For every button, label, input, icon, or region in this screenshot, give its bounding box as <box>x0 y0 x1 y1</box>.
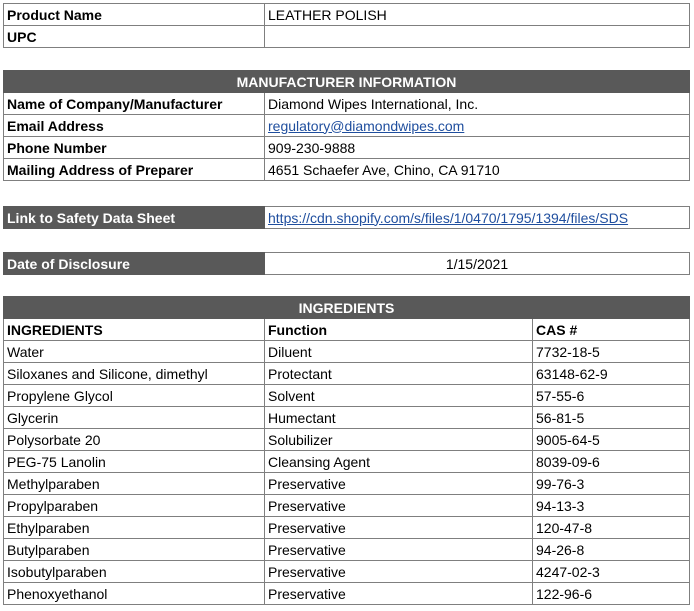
table-row <box>4 385 690 407</box>
phone-value[interactable]: 909-230-9888 <box>265 137 690 159</box>
ingredient-function[interactable]: Cleansing Agent <box>265 451 533 473</box>
address-label: Mailing Address of Preparer <box>4 159 265 181</box>
sds-label: Link to Safety Data Sheet <box>4 207 265 229</box>
ingredient-cas[interactable]: 122-96-6 <box>533 583 690 605</box>
ingredient-name[interactable]: Methylparaben <box>4 473 265 495</box>
ingredients-column-headers <box>4 319 690 341</box>
ingredient-cas[interactable]: 7732-18-5 <box>533 341 690 363</box>
ingredient-name[interactable]: Glycerin <box>4 407 265 429</box>
ingredient-name[interactable]: Butylparaben <box>4 539 265 561</box>
ingredient-function[interactable]: Preservative <box>265 517 533 539</box>
manufacturer-row <box>4 159 690 181</box>
ingredient-name[interactable]: Phenoxyethanol <box>4 583 265 605</box>
col-cas: CAS # <box>533 319 690 341</box>
product-name-row <box>4 4 690 26</box>
ingredient-name[interactable]: Isobutylparaben <box>4 561 265 583</box>
table-row <box>4 363 690 385</box>
manufacturer-row <box>4 93 690 115</box>
product-section <box>3 3 689 48</box>
table-row <box>4 451 690 473</box>
manufacturer-row <box>4 115 690 137</box>
table-row <box>4 429 690 451</box>
table-row <box>4 561 690 583</box>
col-ingredients: INGREDIENTS <box>4 319 265 341</box>
manufacturer-header: MANUFACTURER INFORMATION <box>4 71 690 93</box>
ingredient-cas[interactable]: 120-47-8 <box>533 517 690 539</box>
sds-cell <box>265 207 690 229</box>
ingredient-function[interactable]: Preservative <box>265 583 533 605</box>
ingredient-cas[interactable]: 94-13-3 <box>533 495 690 517</box>
ingredient-function[interactable]: Solvent <box>265 385 533 407</box>
ingredient-cas[interactable]: 57-55-6 <box>533 385 690 407</box>
ingredient-name[interactable]: Siloxanes and Silicone, dimethyl <box>4 363 265 385</box>
ingredient-name[interactable]: Propylparaben <box>4 495 265 517</box>
table-row <box>4 473 690 495</box>
company-label: Name of Company/Manufacturer <box>4 93 265 115</box>
ingredient-cas[interactable]: 56-81-5 <box>533 407 690 429</box>
upc-value[interactable] <box>265 26 690 48</box>
address-value[interactable]: 4651 Schaefer Ave, Chino, CA 91710 <box>265 159 690 181</box>
ingredient-cas[interactable]: 4247-02-3 <box>533 561 690 583</box>
upc-label: UPC <box>4 26 265 48</box>
ingredient-function[interactable]: Preservative <box>265 561 533 583</box>
ingredient-function[interactable]: Protectant <box>265 363 533 385</box>
ingredient-function[interactable]: Solubilizer <box>265 429 533 451</box>
product-name-value[interactable]: LEATHER POLISH <box>265 4 690 26</box>
ingredient-cas[interactable]: 99-76-3 <box>533 473 690 495</box>
ingredient-name[interactable]: Water <box>4 341 265 363</box>
col-function: Function <box>265 319 533 341</box>
table-row <box>4 495 690 517</box>
manufacturer-section <box>3 70 689 181</box>
table-row <box>4 583 690 605</box>
upc-row <box>4 26 690 48</box>
disclosure-label: Date of Disclosure <box>4 253 265 275</box>
sds-section <box>3 206 689 229</box>
ingredient-function[interactable]: Preservative <box>265 473 533 495</box>
table-row <box>4 407 690 429</box>
ingredient-name[interactable]: Propylene Glycol <box>4 385 265 407</box>
ingredient-cas[interactable]: 9005-64-5 <box>533 429 690 451</box>
email-label: Email Address <box>4 115 265 137</box>
ingredient-function[interactable]: Humectant <box>265 407 533 429</box>
ingredient-name[interactable]: PEG-75 Lanolin <box>4 451 265 473</box>
ingredient-name[interactable]: Polysorbate 20 <box>4 429 265 451</box>
disclosure-section <box>3 252 689 275</box>
disclosure-value[interactable]: 1/15/2021 <box>265 253 690 275</box>
ingredient-function[interactable]: Preservative <box>265 495 533 517</box>
ingredient-cas[interactable]: 8039-09-6 <box>533 451 690 473</box>
sds-link[interactable]: https://cdn.shopify.com/s/files/1/0470/1795/1394/files/SDS <box>268 209 629 226</box>
email-link[interactable]: regulatory@diamondwipes.com <box>268 117 465 134</box>
manufacturer-header-row <box>4 71 690 93</box>
product-name-label: Product Name <box>4 4 265 26</box>
ingredients-header: INGREDIENTS <box>4 297 690 319</box>
disclosure-row <box>4 253 690 275</box>
table-row <box>4 517 690 539</box>
table-row <box>4 539 690 561</box>
ingredient-name[interactable]: Ethylparaben <box>4 517 265 539</box>
ingredients-section <box>3 296 689 605</box>
sds-row <box>4 207 690 229</box>
table-row <box>4 341 690 363</box>
ingredient-cas[interactable]: 94-26-8 <box>533 539 690 561</box>
phone-label: Phone Number <box>4 137 265 159</box>
company-value[interactable]: Diamond Wipes International, Inc. <box>265 93 690 115</box>
ingredient-cas[interactable]: 63148-62-9 <box>533 363 690 385</box>
manufacturer-row <box>4 137 690 159</box>
ingredient-function[interactable]: Preservative <box>265 539 533 561</box>
ingredient-function[interactable]: Diluent <box>265 341 533 363</box>
email-cell <box>265 115 690 137</box>
ingredients-header-row <box>4 297 690 319</box>
